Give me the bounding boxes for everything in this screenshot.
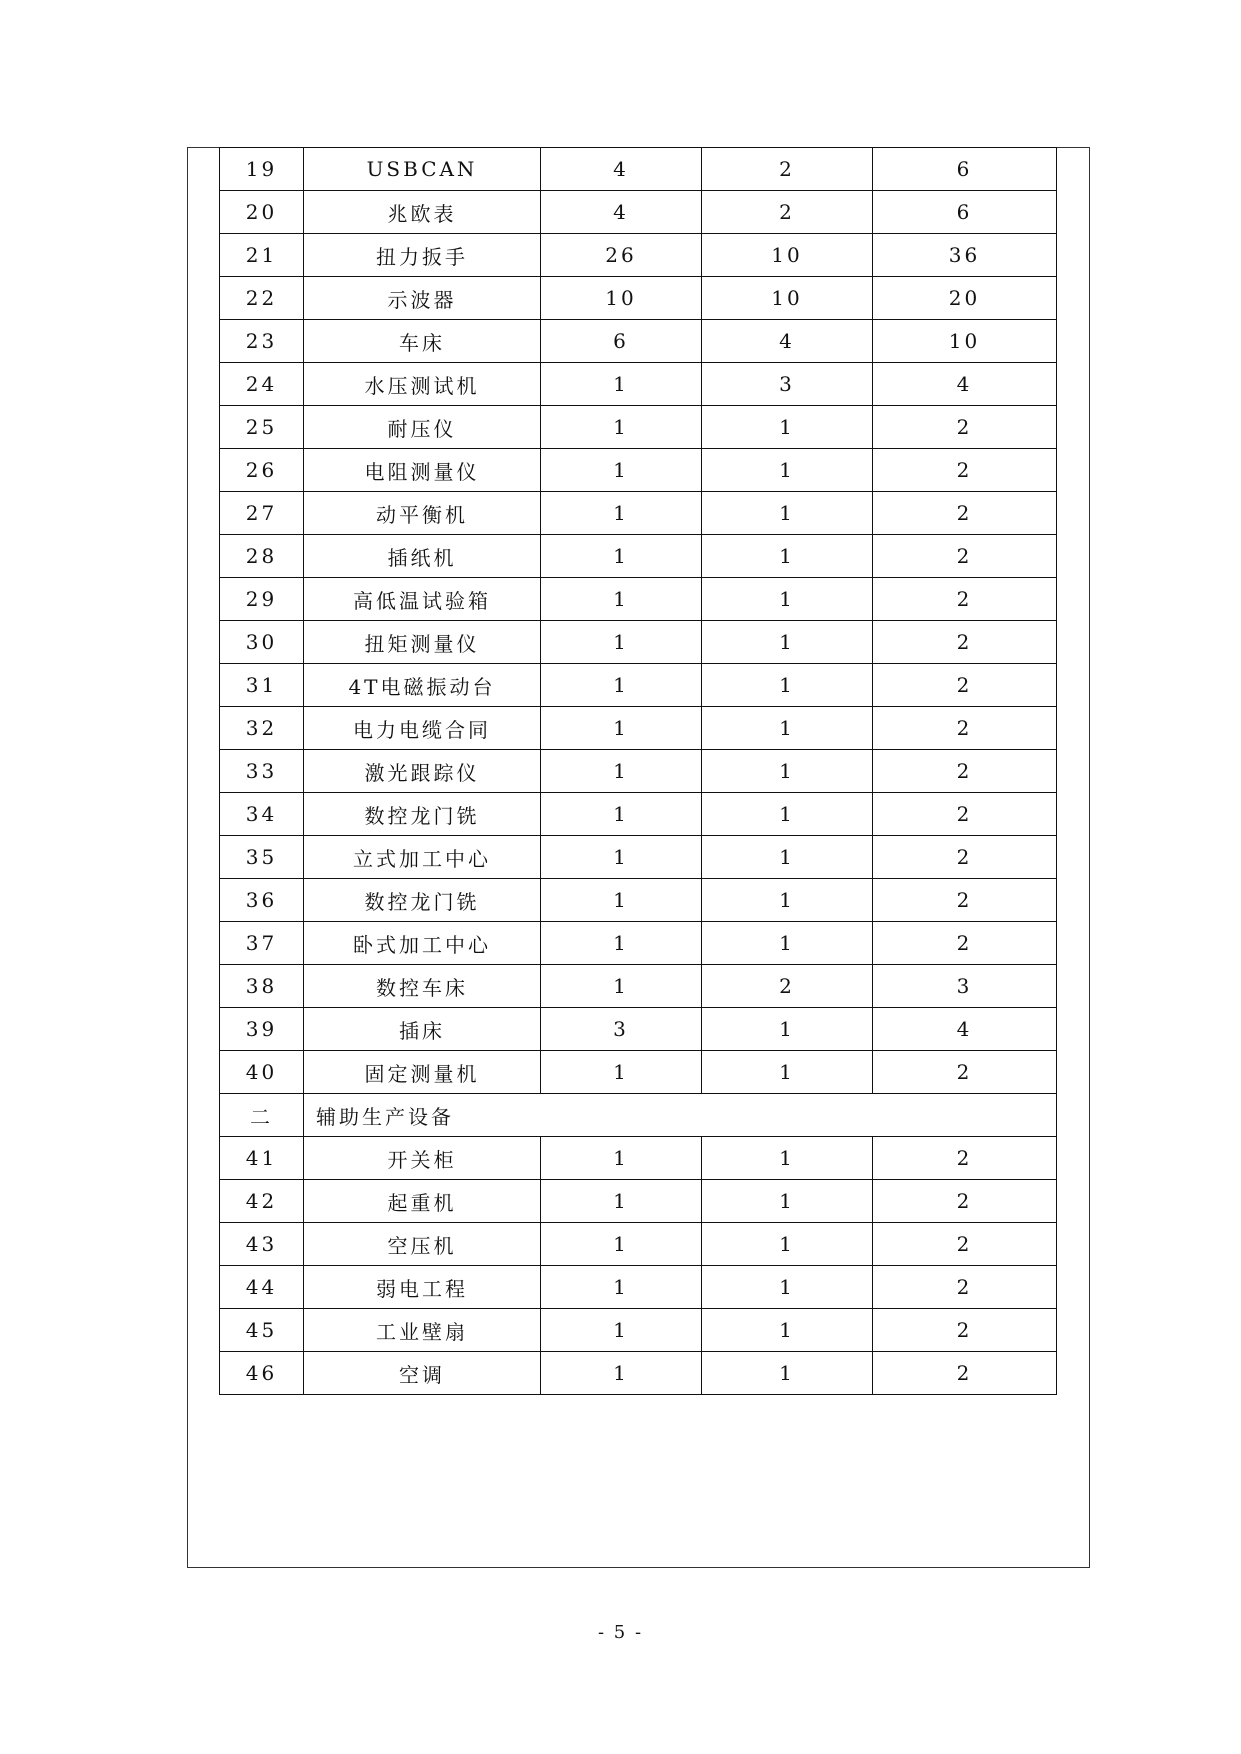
row-number-cell: 35	[220, 836, 304, 879]
equipment-table-body	[220, 148, 1057, 1395]
equipment-name-cell: 电力电缆合同	[304, 707, 541, 750]
quantity-b-cell: 1	[702, 621, 873, 664]
table-row	[220, 750, 1057, 793]
quantity-b-cell: 1	[702, 1137, 873, 1180]
row-number-cell: 24	[220, 363, 304, 406]
quantity-a-cell: 1	[541, 621, 702, 664]
quantity-b-cell: 1	[702, 793, 873, 836]
equipment-name-cell: 水压测试机	[304, 363, 541, 406]
quantity-a-cell: 10	[541, 277, 702, 320]
equipment-name-cell: 数控车床	[304, 965, 541, 1008]
total-cell: 2	[873, 1266, 1057, 1309]
row-number-cell: 44	[220, 1266, 304, 1309]
row-number-cell: 43	[220, 1223, 304, 1266]
quantity-a-cell: 1	[541, 1051, 702, 1094]
equipment-name-cell: 工业壁扇	[304, 1309, 541, 1352]
quantity-a-cell: 1	[541, 492, 702, 535]
table-row	[220, 1180, 1057, 1223]
total-cell: 2	[873, 1309, 1057, 1352]
table-row	[220, 492, 1057, 535]
equipment-name-cell: 数控龙门铣	[304, 879, 541, 922]
equipment-name-cell: 兆欧表	[304, 191, 541, 234]
quantity-a-cell: 1	[541, 1309, 702, 1352]
quantity-b-cell: 1	[702, 707, 873, 750]
quantity-a-cell: 6	[541, 320, 702, 363]
quantity-a-cell: 1	[541, 535, 702, 578]
section-title-cell: 辅助生产设备	[304, 1094, 1057, 1137]
quantity-a-cell: 1	[541, 707, 702, 750]
row-number-cell: 22	[220, 277, 304, 320]
table-row	[220, 621, 1057, 664]
total-cell: 2	[873, 492, 1057, 535]
quantity-b-cell: 1	[702, 879, 873, 922]
table-row	[220, 535, 1057, 578]
row-number-cell: 26	[220, 449, 304, 492]
total-cell: 6	[873, 191, 1057, 234]
row-number-cell: 19	[220, 148, 304, 191]
quantity-b-cell: 1	[702, 1223, 873, 1266]
quantity-b-cell: 1	[702, 664, 873, 707]
table-row	[220, 578, 1057, 621]
quantity-b-cell: 3	[702, 363, 873, 406]
quantity-b-cell: 1	[702, 922, 873, 965]
quantity-b-cell: 1	[702, 449, 873, 492]
table-row	[220, 406, 1057, 449]
quantity-b-cell: 1	[702, 1352, 873, 1395]
table-row	[220, 1137, 1057, 1180]
total-cell: 4	[873, 1008, 1057, 1051]
equipment-name-cell: 空压机	[304, 1223, 541, 1266]
quantity-a-cell: 1	[541, 406, 702, 449]
quantity-b-cell: 10	[702, 277, 873, 320]
equipment-name-cell: 插纸机	[304, 535, 541, 578]
equipment-name-cell: 开关柜	[304, 1137, 541, 1180]
table-row	[220, 836, 1057, 879]
total-cell: 2	[873, 879, 1057, 922]
quantity-a-cell: 3	[541, 1008, 702, 1051]
row-number-cell: 30	[220, 621, 304, 664]
total-cell: 2	[873, 922, 1057, 965]
table-row	[220, 664, 1057, 707]
quantity-b-cell: 1	[702, 1008, 873, 1051]
quantity-b-cell: 2	[702, 965, 873, 1008]
row-number-cell: 39	[220, 1008, 304, 1051]
equipment-name-cell: 弱电工程	[304, 1266, 541, 1309]
row-number-cell: 40	[220, 1051, 304, 1094]
table-row	[220, 793, 1057, 836]
equipment-name-cell: 车床	[304, 320, 541, 363]
quantity-a-cell: 1	[541, 1180, 702, 1223]
quantity-b-cell: 10	[702, 234, 873, 277]
quantity-b-cell: 1	[702, 1051, 873, 1094]
equipment-name-cell: 空调	[304, 1352, 541, 1395]
table-row	[220, 148, 1057, 191]
table-row	[220, 449, 1057, 492]
section-number-cell: 二	[220, 1094, 304, 1137]
quantity-b-cell: 4	[702, 320, 873, 363]
equipment-name-cell: 数控龙门铣	[304, 793, 541, 836]
row-number-cell: 45	[220, 1309, 304, 1352]
equipment-name-cell: 扭矩测量仪	[304, 621, 541, 664]
equipment-name-cell: 动平衡机	[304, 492, 541, 535]
table-row	[220, 191, 1057, 234]
quantity-a-cell: 26	[541, 234, 702, 277]
equipment-name-cell: 高低温试验箱	[304, 578, 541, 621]
total-cell: 2	[873, 1180, 1057, 1223]
quantity-a-cell: 4	[541, 148, 702, 191]
row-number-cell: 38	[220, 965, 304, 1008]
row-number-cell: 32	[220, 707, 304, 750]
equipment-name-cell: 卧式加工中心	[304, 922, 541, 965]
total-cell: 2	[873, 1051, 1057, 1094]
quantity-b-cell: 1	[702, 1180, 873, 1223]
row-number-cell: 37	[220, 922, 304, 965]
row-number-cell: 33	[220, 750, 304, 793]
row-number-cell: 36	[220, 879, 304, 922]
quantity-b-cell: 1	[702, 535, 873, 578]
quantity-a-cell: 1	[541, 750, 702, 793]
table-row	[220, 1008, 1057, 1051]
table-row	[220, 707, 1057, 750]
table-row	[220, 277, 1057, 320]
quantity-a-cell: 1	[541, 965, 702, 1008]
quantity-b-cell: 1	[702, 1266, 873, 1309]
row-number-cell: 41	[220, 1137, 304, 1180]
quantity-b-cell: 1	[702, 836, 873, 879]
row-number-cell: 21	[220, 234, 304, 277]
section-row	[220, 1094, 1057, 1137]
equipment-name-cell: 固定测量机	[304, 1051, 541, 1094]
table-row	[220, 1352, 1057, 1395]
row-number-cell: 46	[220, 1352, 304, 1395]
total-cell: 2	[873, 535, 1057, 578]
quantity-b-cell: 2	[702, 148, 873, 191]
equipment-name-cell: 激光跟踪仪	[304, 750, 541, 793]
total-cell: 20	[873, 277, 1057, 320]
table-row	[220, 363, 1057, 406]
quantity-a-cell: 1	[541, 1223, 702, 1266]
equipment-name-cell: 起重机	[304, 1180, 541, 1223]
page-number: - 5 -	[597, 1622, 644, 1643]
row-number-cell: 28	[220, 535, 304, 578]
quantity-a-cell: 1	[541, 879, 702, 922]
row-number-cell: 20	[220, 191, 304, 234]
quantity-a-cell: 1	[541, 1352, 702, 1395]
quantity-a-cell: 1	[541, 836, 702, 879]
total-cell: 36	[873, 234, 1057, 277]
total-cell: 2	[873, 750, 1057, 793]
row-number-cell: 27	[220, 492, 304, 535]
quantity-b-cell: 1	[702, 578, 873, 621]
quantity-a-cell: 1	[541, 363, 702, 406]
table-row	[220, 1266, 1057, 1309]
table-row	[220, 922, 1057, 965]
quantity-b-cell: 2	[702, 191, 873, 234]
row-number-cell: 34	[220, 793, 304, 836]
table-row	[220, 1309, 1057, 1352]
total-cell: 3	[873, 965, 1057, 1008]
equipment-table	[219, 147, 1057, 1395]
table-row	[220, 879, 1057, 922]
quantity-b-cell: 1	[702, 492, 873, 535]
table-row	[220, 1223, 1057, 1266]
table-row	[220, 965, 1057, 1008]
total-cell: 2	[873, 1137, 1057, 1180]
equipment-name-cell: USBCAN	[304, 148, 541, 191]
total-cell: 2	[873, 578, 1057, 621]
total-cell: 2	[873, 449, 1057, 492]
total-cell: 2	[873, 793, 1057, 836]
quantity-a-cell: 1	[541, 1266, 702, 1309]
equipment-name-cell: 立式加工中心	[304, 836, 541, 879]
table-row	[220, 234, 1057, 277]
quantity-b-cell: 1	[702, 1309, 873, 1352]
quantity-b-cell: 1	[702, 750, 873, 793]
quantity-a-cell: 1	[541, 922, 702, 965]
row-number-cell: 25	[220, 406, 304, 449]
total-cell: 2	[873, 621, 1057, 664]
quantity-a-cell: 1	[541, 1137, 702, 1180]
total-cell: 4	[873, 363, 1057, 406]
quantity-a-cell: 1	[541, 793, 702, 836]
equipment-name-cell: 电阻测量仪	[304, 449, 541, 492]
total-cell: 2	[873, 836, 1057, 879]
equipment-name-cell: 插床	[304, 1008, 541, 1051]
row-number-cell: 23	[220, 320, 304, 363]
row-number-cell: 31	[220, 664, 304, 707]
total-cell: 10	[873, 320, 1057, 363]
quantity-a-cell: 1	[541, 664, 702, 707]
row-number-cell: 42	[220, 1180, 304, 1223]
equipment-name-cell: 耐压仪	[304, 406, 541, 449]
table-row	[220, 320, 1057, 363]
equipment-name-cell: 示波器	[304, 277, 541, 320]
table-row	[220, 1051, 1057, 1094]
quantity-a-cell: 1	[541, 449, 702, 492]
quantity-b-cell: 1	[702, 406, 873, 449]
total-cell: 2	[873, 664, 1057, 707]
quantity-a-cell: 4	[541, 191, 702, 234]
total-cell: 2	[873, 406, 1057, 449]
equipment-name-cell: 扭力扳手	[304, 234, 541, 277]
total-cell: 2	[873, 1223, 1057, 1266]
row-number-cell: 29	[220, 578, 304, 621]
total-cell: 2	[873, 707, 1057, 750]
total-cell: 6	[873, 148, 1057, 191]
total-cell: 2	[873, 1352, 1057, 1395]
equipment-name-cell: 4T电磁振动台	[304, 664, 541, 707]
quantity-a-cell: 1	[541, 578, 702, 621]
